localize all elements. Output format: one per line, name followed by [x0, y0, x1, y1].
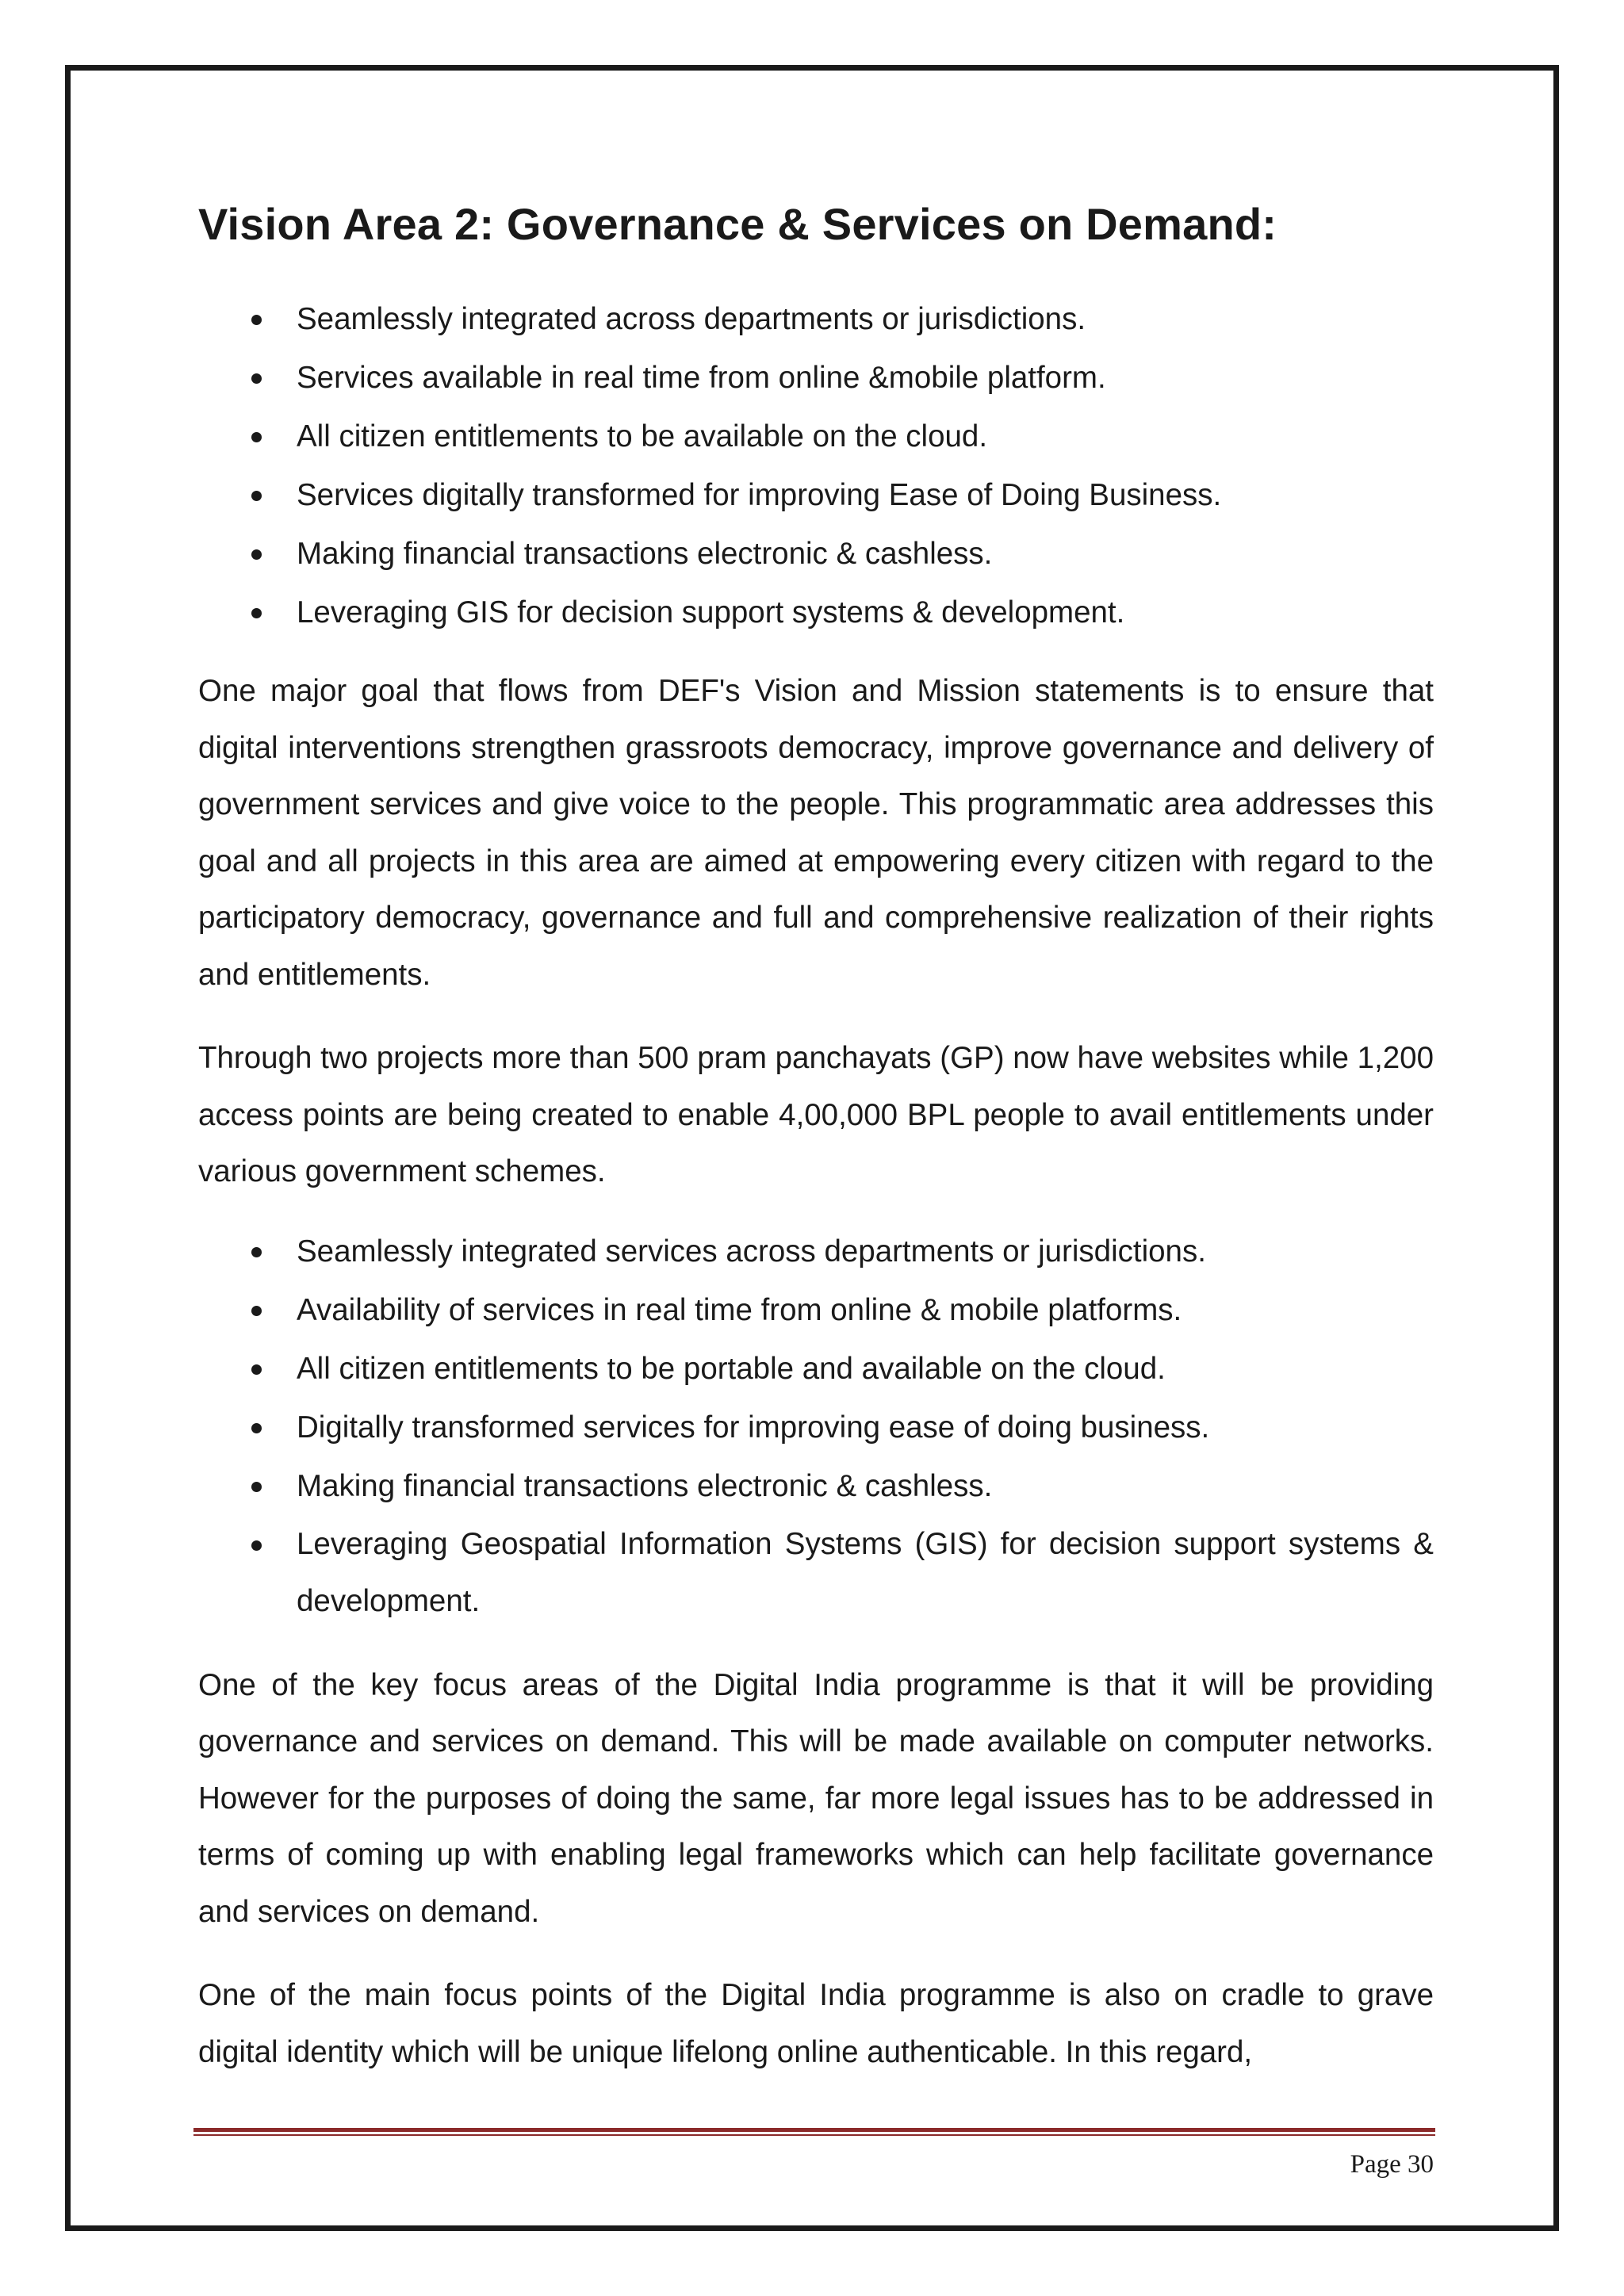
- list-item: Digitally transformed services for improving ease of doing business.: [297, 1399, 1434, 1457]
- list-item: Making financial transactions electronic & cashless.: [297, 1457, 1434, 1516]
- footer-divider: [193, 2128, 1435, 2137]
- list-item: Availability of services in real time from online & mobile platforms.: [297, 1281, 1434, 1340]
- list-item: Seamlessly integrated services across departments or jurisdictions.: [297, 1223, 1434, 1281]
- paragraph-digital-identity: One of the main focus points of the Digital India programme is also on cradle to grave digital identity which will be unique lifelong online authenticable. In this regard,: [198, 1978, 1434, 2069]
- list-item: Services digitally transformed for improving Ease of Doing Business.: [297, 466, 1434, 525]
- list-item: All citizen entitlements to be available on the cloud.: [297, 408, 1434, 466]
- list-item: Seamlessly integrated across departments or jurisdictions.: [297, 290, 1434, 349]
- list-item: Making financial transactions electronic & cashless.: [297, 525, 1434, 584]
- bullet-list-1: [198, 290, 1434, 642]
- list-item: Services available in real time from online &mobile platform.: [297, 349, 1434, 408]
- bullet-list-2: [198, 1223, 1434, 1630]
- list-item: Leveraging GIS for decision support systems & development.: [297, 584, 1434, 642]
- paragraph-focus-areas: One of the key focus areas of the Digital India programme is that it will be providing governance and services on demand. This will be made available on computer networks. However for the purposes of doing the same, far more legal issues has to be addressed in terms of coming up with enabling legal frameworks which can help facilitate governance and services on demand.: [198, 1667, 1434, 1929]
- paragraph-projects: Through two projects more than 500 pram panchayats (GP) now have websites while 1,200 access points are being created to enable 4,00,000 BPL people to avail entitlements under various government schemes.: [198, 1041, 1434, 1188]
- page-number: Page 30: [1350, 2150, 1434, 2179]
- paragraph-goal: One major goal that flows from DEF's Vision and Mission statements is to ensure that digital interventions strengthen grassroots democracy, improve governance and delivery of government services and give voice to the people. This programmatic area addresses this goal and all projects in this area are aimed at empowering every citizen with regard to the participatory democracy, governance and full and comprehensive realization of their rights and entitlements.: [198, 674, 1434, 992]
- document-body: [198, 190, 1434, 2080]
- section-heading: Vision Area 2: Governance & Services on Demand:: [198, 199, 1277, 249]
- list-item: Leveraging Geospatial Information Systems (GIS) for decision support systems & development.: [297, 1516, 1434, 1630]
- list-item: All citizen entitlements to be portable and available on the cloud.: [297, 1340, 1434, 1399]
